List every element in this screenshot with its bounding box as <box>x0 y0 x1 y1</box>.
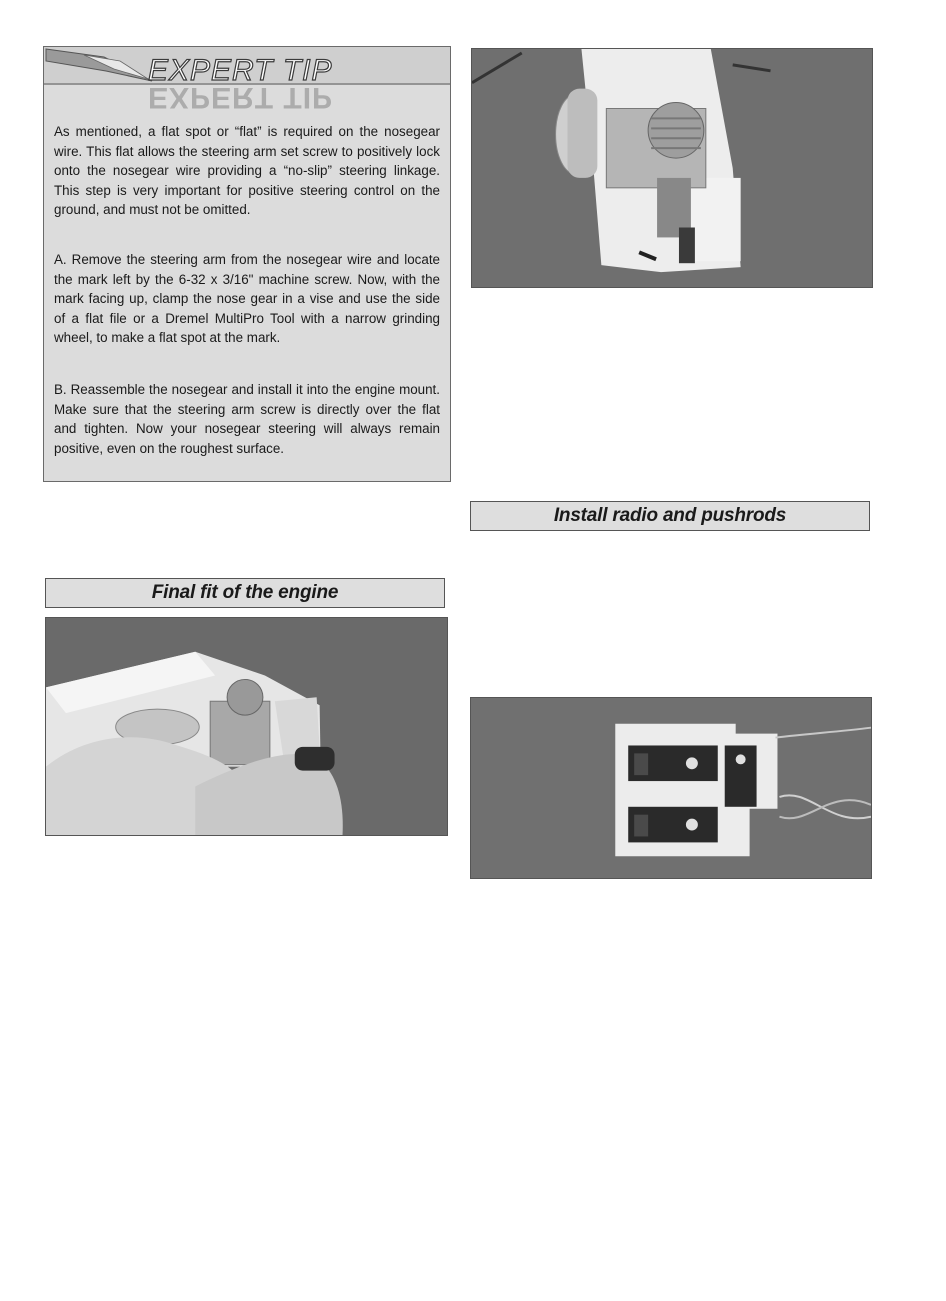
expert-tip-paragraph-a: A. Remove the steering arm from the nosegear wire and locate the mark left by the 6-32 x 3/16" machine screw. Now, with the mark facing up, clamp the nose gear in a vise and use the side of a flat file or a Dremel MultiPro Tool with a narrow grinding wheel, to make a flat spot at the mark. <box>54 252 440 346</box>
expert-tip-paragraph-intro: As mentioned, a flat spot or “flat” is required on the nosegear wire. This flat allows the steering arm set screw to positively lock onto the nosegear wire providing a “no-slip” steering linkage. This step is very important for positive steering control on the ground, and must not be omitted. <box>54 124 440 218</box>
section-title-final-fit: Final fit of the engine <box>151 582 339 603</box>
section-header-install-radio <box>470 501 870 531</box>
final-fit-engine-photo <box>45 617 448 836</box>
expert-tip-title: EXPERT TIP <box>148 54 333 87</box>
expert-tip-box <box>43 46 451 482</box>
servo-tray-photo <box>470 697 872 879</box>
section-title-install-radio: Install radio and pushrods <box>553 505 787 526</box>
section-header-final-fit <box>45 578 445 608</box>
expert-tip-paragraph-b: B. Reassemble the nosegear and install it into the engine mount. Make sure that the steering arm screw is directly over the flat and tighten. Now your nosegear steering will always remain positive, even on the roughest surface. <box>54 382 440 456</box>
expert-tip-title-reflection: EXPERT TIP <box>148 81 334 114</box>
engine-mount-photo <box>471 48 873 288</box>
